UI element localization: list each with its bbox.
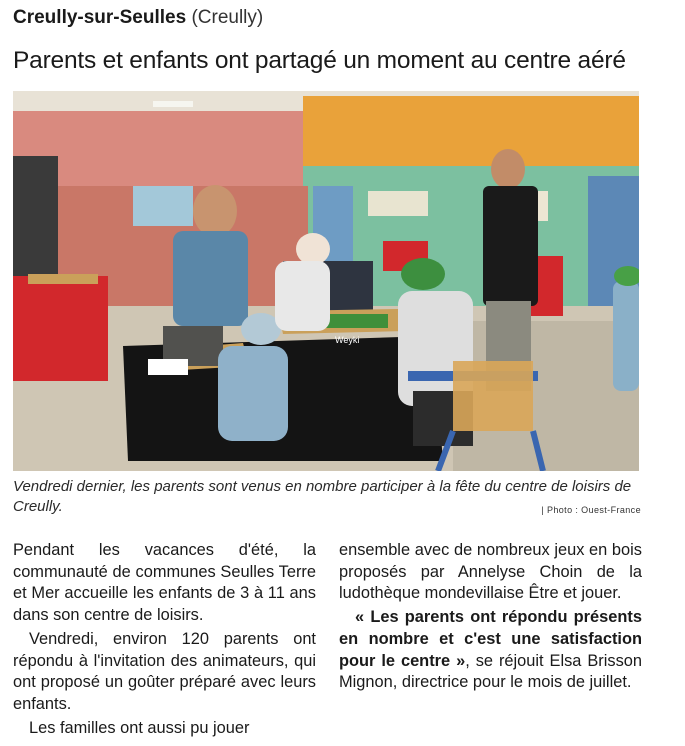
dateline-sub: (Creully) [191, 7, 264, 28]
article-column-right [339, 540, 642, 694]
paragraph-3-start: Les familles ont aussi pu jouer [29, 718, 250, 737]
photo-illustration [13, 91, 639, 471]
article-photo [13, 91, 639, 471]
article-headline: Parents et enfants ont partagé un moment au centre aéré [13, 47, 626, 74]
paragraph-2: Vendredi, environ 120 parents ont répondu à l'invitation des animateurs, qui ont proposé un goûter préparé avec leurs enfants. [13, 629, 316, 713]
game-label-1: Weyki [335, 335, 360, 345]
paragraph-1: Pendant les vacances d'été, la communauté de communes Seulles Terre et Mer accueille les enfants de 3 à 11 ans dans son centre de loisirs. [13, 541, 316, 625]
director-quote: « Les parents ont répondu présents en nombre et c'est une satisfaction pour le centre » [339, 608, 642, 670]
quote-attribution: , se réjouit Elsa Brisson Mignon, directrice pour le mois de juillet. [339, 651, 642, 692]
paragraph-4 [339, 607, 642, 694]
paragraph-3-end: ensemble avec de nombreux jeux en bois proposés par Annelyse Choin de la ludothèque mondevillaise Être et jouer. [339, 541, 642, 603]
photo-caption: Vendredi dernier, les parents sont venus en nombre participer à la fête du centre de loisirs de Creully. [13, 478, 632, 515]
dateline-town: Creully-sur-Seulles [13, 7, 187, 28]
dateline [13, 6, 263, 30]
photo-credit: | Photo : Ouest-France [541, 505, 641, 515]
article-column-left [13, 540, 316, 739]
